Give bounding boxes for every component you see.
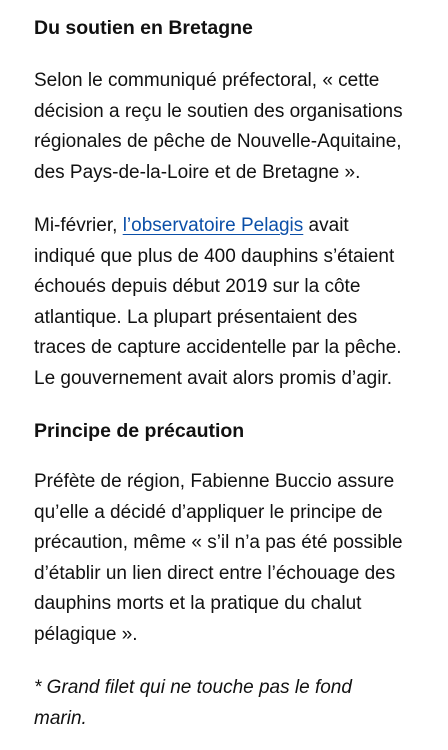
paragraph-line: atlantique. La plupart présentaient des <box>34 306 358 328</box>
footnote <box>34 673 434 734</box>
paragraph-prefete <box>34 467 434 650</box>
section-heading-precaution: Principe de précaution <box>34 420 245 442</box>
text-fragment: avait <box>303 215 349 236</box>
paragraph-line: pélagique ». <box>34 623 138 645</box>
paragraph-pelagis <box>34 211 434 394</box>
paragraph-line: précaution, même « s’il n’a pas été possible <box>34 532 403 553</box>
paragraph-communique <box>34 66 434 188</box>
paragraph-line: d’établir un lien direct entre l’échouage des <box>34 562 396 584</box>
paragraph-line: Selon le communiqué préfectoral, « cette <box>34 70 380 91</box>
section-heading-bretagne: Du soutien en Bretagne <box>34 17 253 39</box>
paragraph-line: qu’elle a décidé d’appliquer le principe de <box>34 501 383 523</box>
text-fragment: Mi-février, <box>34 215 123 236</box>
footnote-line: marin. <box>34 707 87 729</box>
pelagis-observatory-link[interactable]: l’observatoire Pelagis <box>122 215 304 236</box>
paragraph-line: régionales de pêche de Nouvelle-Aquitaine, <box>34 131 402 152</box>
paragraph-line <box>34 211 434 242</box>
article-body <box>34 14 434 734</box>
paragraph-line: indiqué que plus de 400 dauphins s’étaient <box>34 245 395 267</box>
paragraph-line: dauphins morts et la pratique du chalut <box>34 593 362 614</box>
paragraph-line: échoués depuis début 2019 sur la côte <box>34 276 361 297</box>
footnote-line: * Grand filet qui ne touche pas le fond <box>34 677 352 698</box>
paragraph-line: traces de capture accidentelle par la pêche. <box>34 337 402 358</box>
paragraph-line: décision a reçu le soutien des organisations <box>34 100 403 122</box>
paragraph-line: des Pays-de-la-Loire et de Bretagne ». <box>34 161 361 183</box>
paragraph-line: Préfète de région, Fabienne Buccio assure <box>34 471 395 492</box>
paragraph-line: Le gouvernement avait alors promis d’agir. <box>34 367 393 389</box>
